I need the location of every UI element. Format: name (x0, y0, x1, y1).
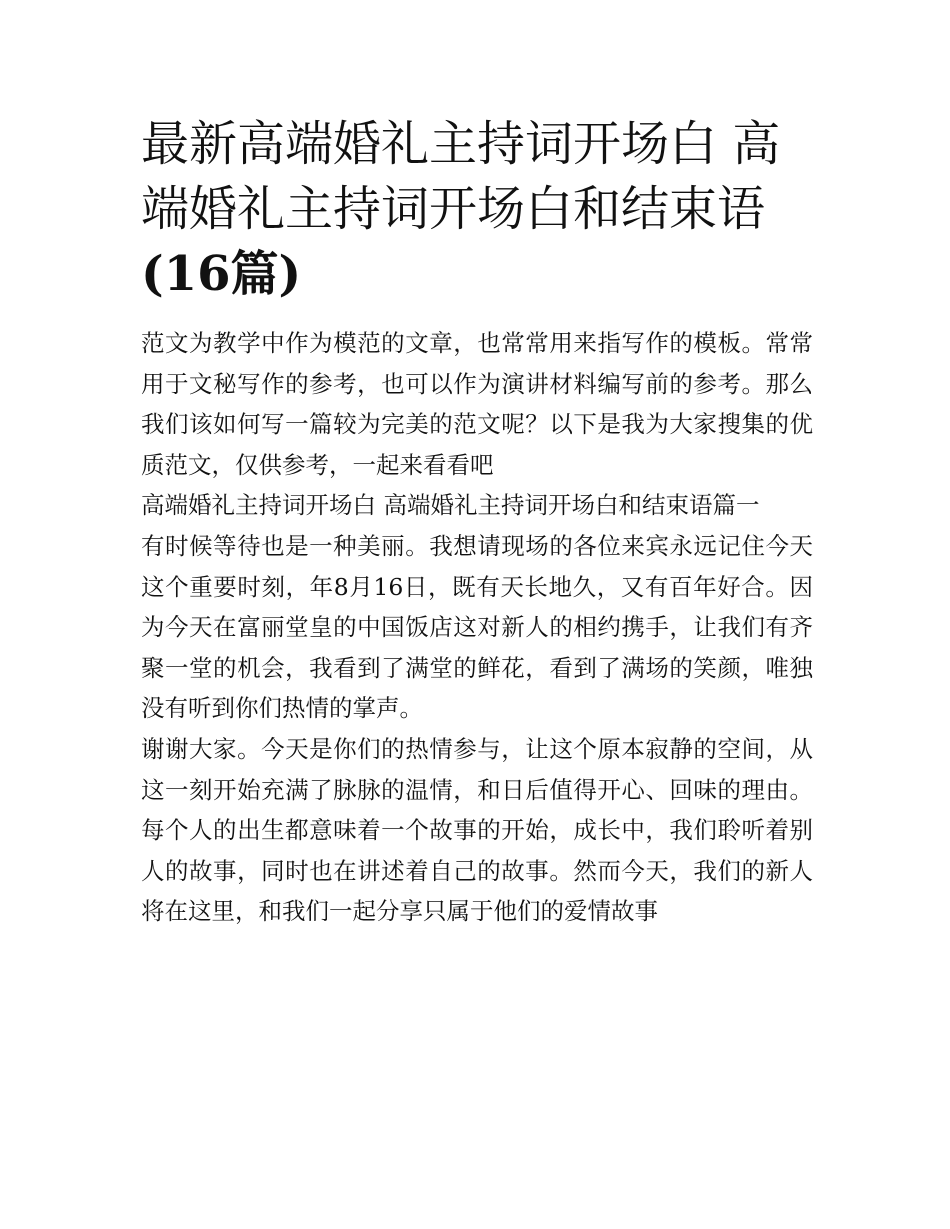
title-main: 最新高端婚礼主持词开场白 高端婚礼主持词开场白和结束语 (141, 116, 781, 237)
document-title (141, 112, 813, 307)
body-paragraph: 有时候等待也是一种美丽。我想请现场的各位来宾永远记住今天这个重要时刻，年8月16日，既有天长地久，又有百年好合。因为今天在富丽堂皇的中国饭店这对新人的相约携手，让我们有齐聚一堂的机会，我看到了满堂的鲜花，看到了满场的笑颜，唯独没有听到你们热情的掌声。 (141, 531, 813, 723)
document-body (141, 323, 813, 932)
title-count: (16篇) (141, 246, 302, 302)
section-heading: 高端婚礼主持词开场白 高端婚礼主持词开场白和结束语篇一 (141, 491, 760, 520)
document-page (141, 112, 813, 932)
body-paragraph: 谢谢大家。今天是你们的热情参与，让这个原本寂静的空间，从这一刻开始充满了脉脉的温情，和日后值得开心、回味的理由。每个人的出生都意味着一个故事的开始，成长中，我们聆听着别人的故事，同时也在讲述着自己的故事。然而今天，我们的新人将在这里，和我们一起分享只属于他们的爱情故事 (141, 734, 813, 926)
intro-paragraph: 范文为教学中作为模范的文章，也常常用来指写作的模板。常常用于文秘写作的参考，也可以作为演讲材料编写前的参考。那么我们该如何写一篇较为完美的范文呢？以下是我为大家搜集的优质范文，仅供参考，一起来看看吧 (141, 329, 813, 479)
